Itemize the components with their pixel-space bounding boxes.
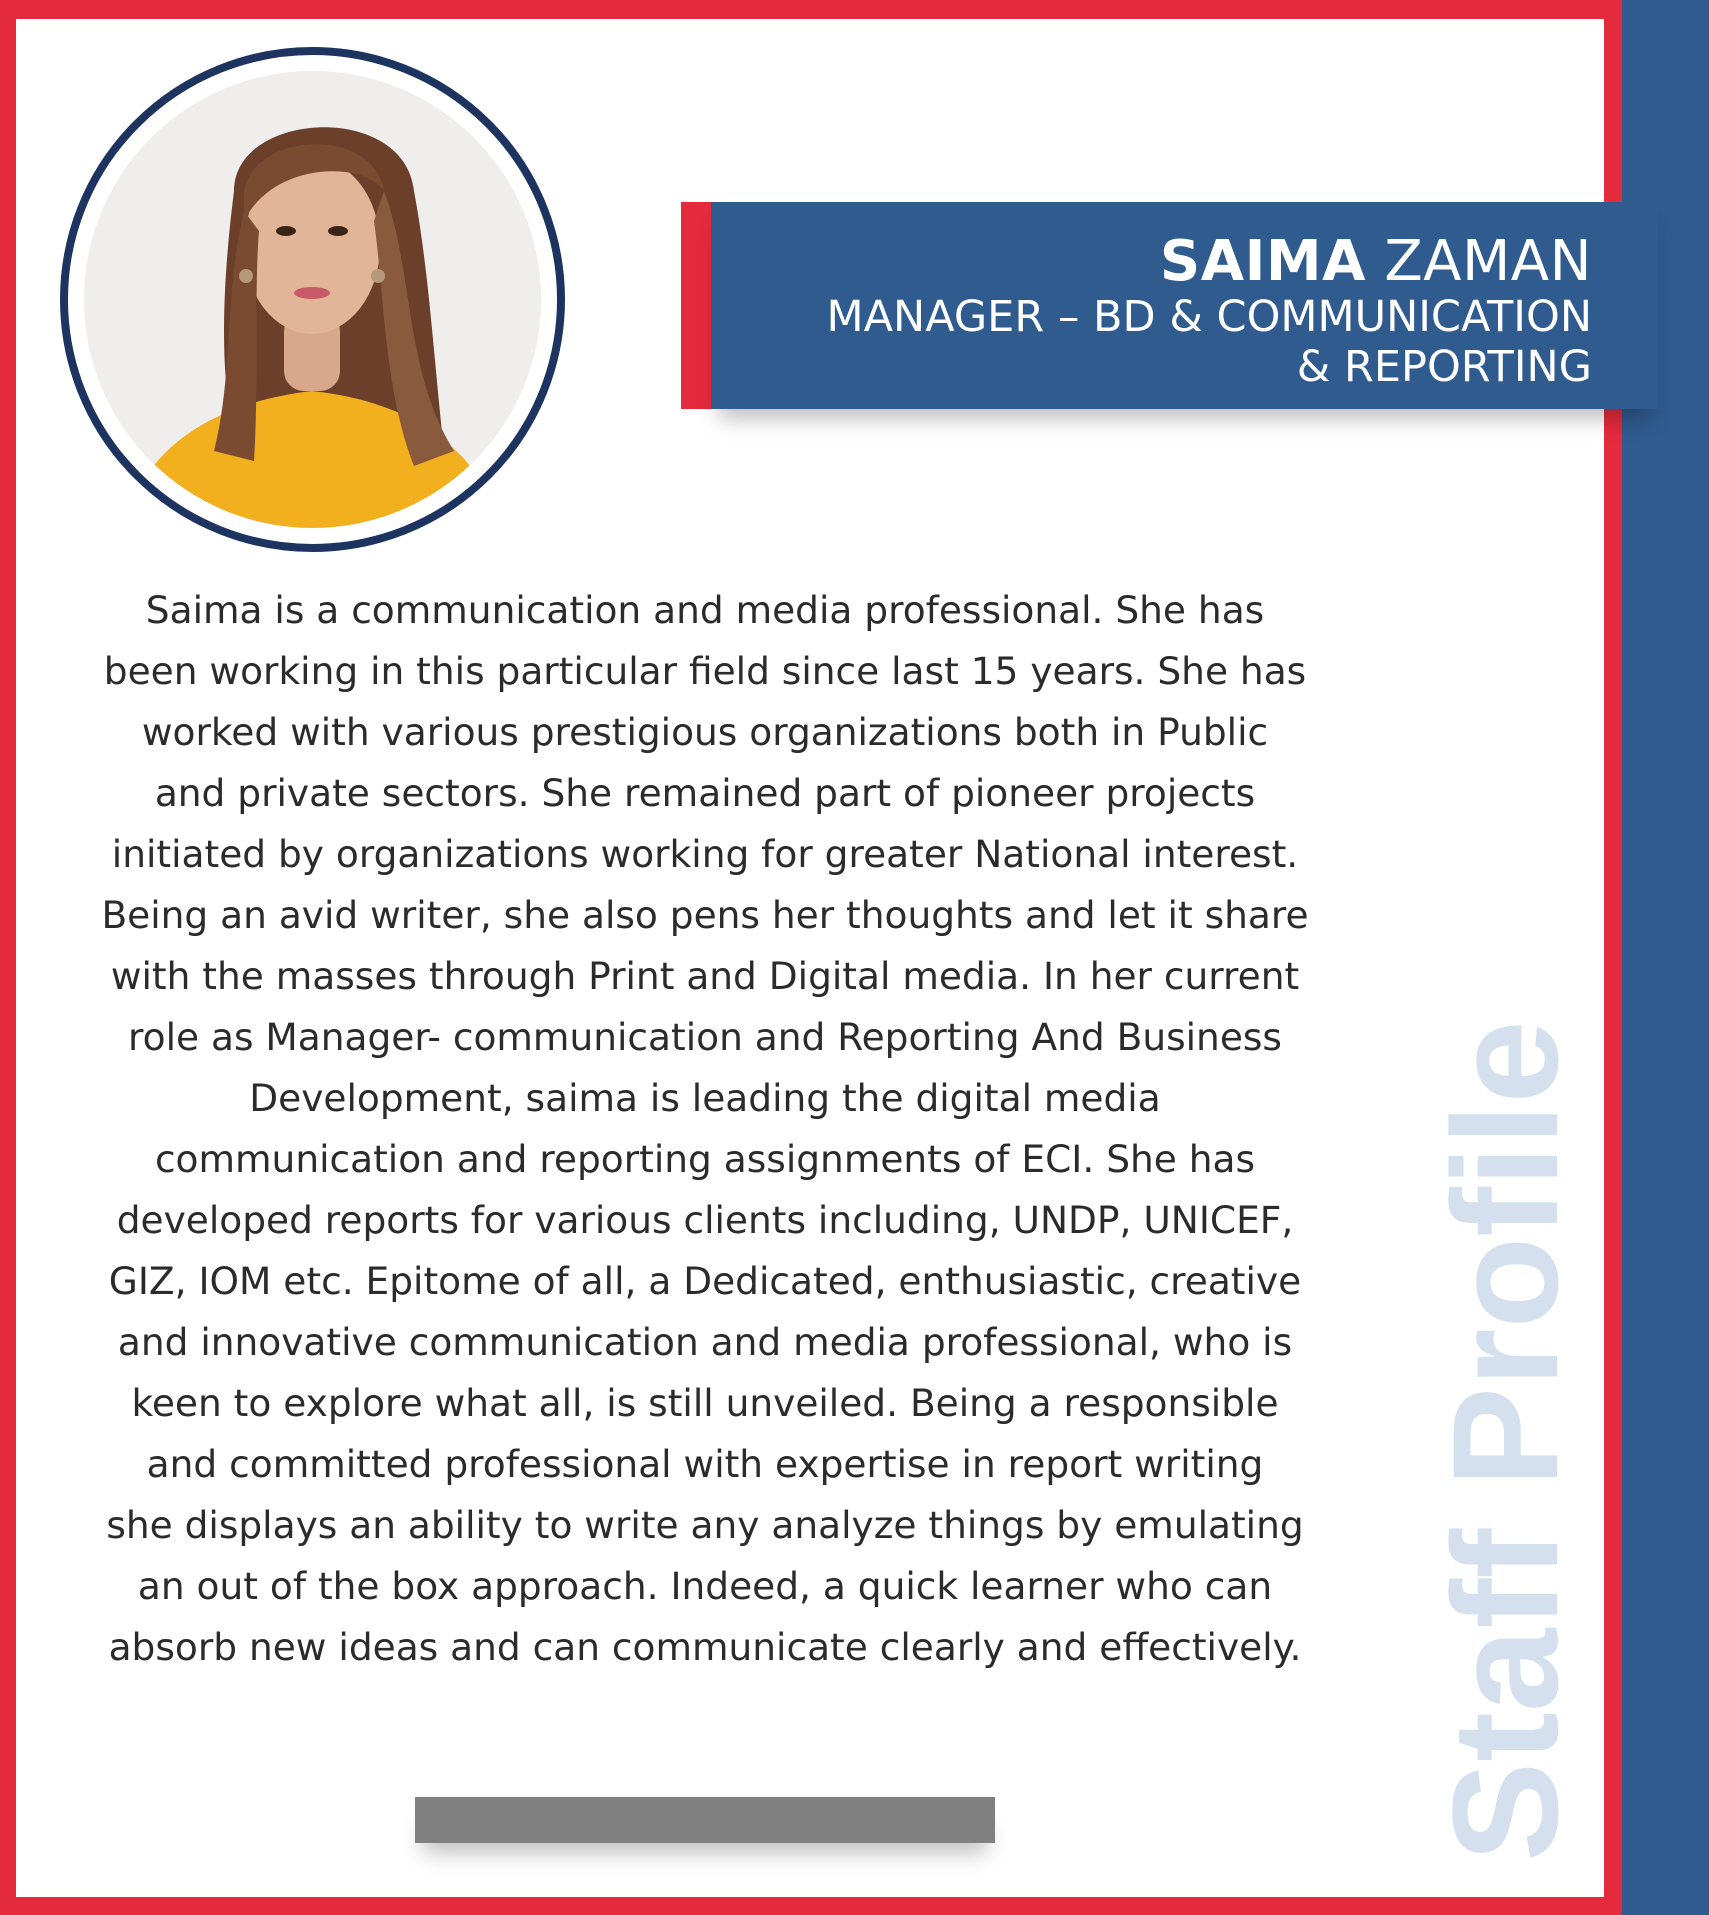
bio-line: with the masses through Print and Digital media. In her current [110,954,1300,998]
banner-accent [681,202,711,409]
bio-line: worked with various prestigious organizations both in Public [141,710,1269,754]
bio-line: been working in this particular field since last 15 years. She has [103,649,1307,693]
bio-line: Saima is a communication and media professional. She has [145,588,1265,632]
role-line-1: MANAGER – BD & COMMUNICATION [826,292,1592,342]
bio-line: developed reports for various clients including, UNDP, UNICEF, [116,1198,1294,1242]
bio-line: an out of the box approach. Indeed, a quick learner who can [137,1564,1273,1608]
footer-bar [415,1797,995,1843]
profile-photo [84,71,541,528]
name-banner [711,202,1658,409]
bio-line: she displays an ability to write any analyze things by emulating [106,1503,1304,1547]
bio-line: GIZ, IOM etc. Epitome of all, a Dedicated, enthusiastic, creative [108,1259,1302,1303]
bio-line: keen to explore what all, is still unveiled. Being a responsible [131,1381,1279,1425]
bio-line: role as Manager- communication and Reporting And Business [128,1015,1282,1059]
bio-line: absorb new ideas and can communicate clearly and effectively. [108,1625,1302,1669]
bio-line: and innovative communication and media professional, who is [117,1320,1293,1364]
bio-text [55,580,1355,1678]
staff-profile-watermark: Staff Profile [1421,1020,1589,1862]
last-name: ZAMAN [1384,229,1592,294]
bio-line: Being an avid writer, she also pens her thoughts and let it share [101,893,1309,937]
bio-line: and committed professional with expertise in report writing [146,1442,1264,1486]
bio-line: and private sectors. She remained part of pioneer projects [154,771,1256,815]
bio-line: initiated by organizations working for greater National interest. [111,832,1299,876]
bio-line: Development, saima is leading the digital media [249,1076,1161,1120]
first-name: SAIMA [1159,229,1366,294]
portrait-illustration [84,71,541,528]
bio-line: communication and reporting assignments of ECI. She has [154,1137,1256,1181]
role-line-2: & REPORTING [1296,342,1592,392]
staff-name [711,229,1592,294]
profile-photo-frame [60,47,565,552]
